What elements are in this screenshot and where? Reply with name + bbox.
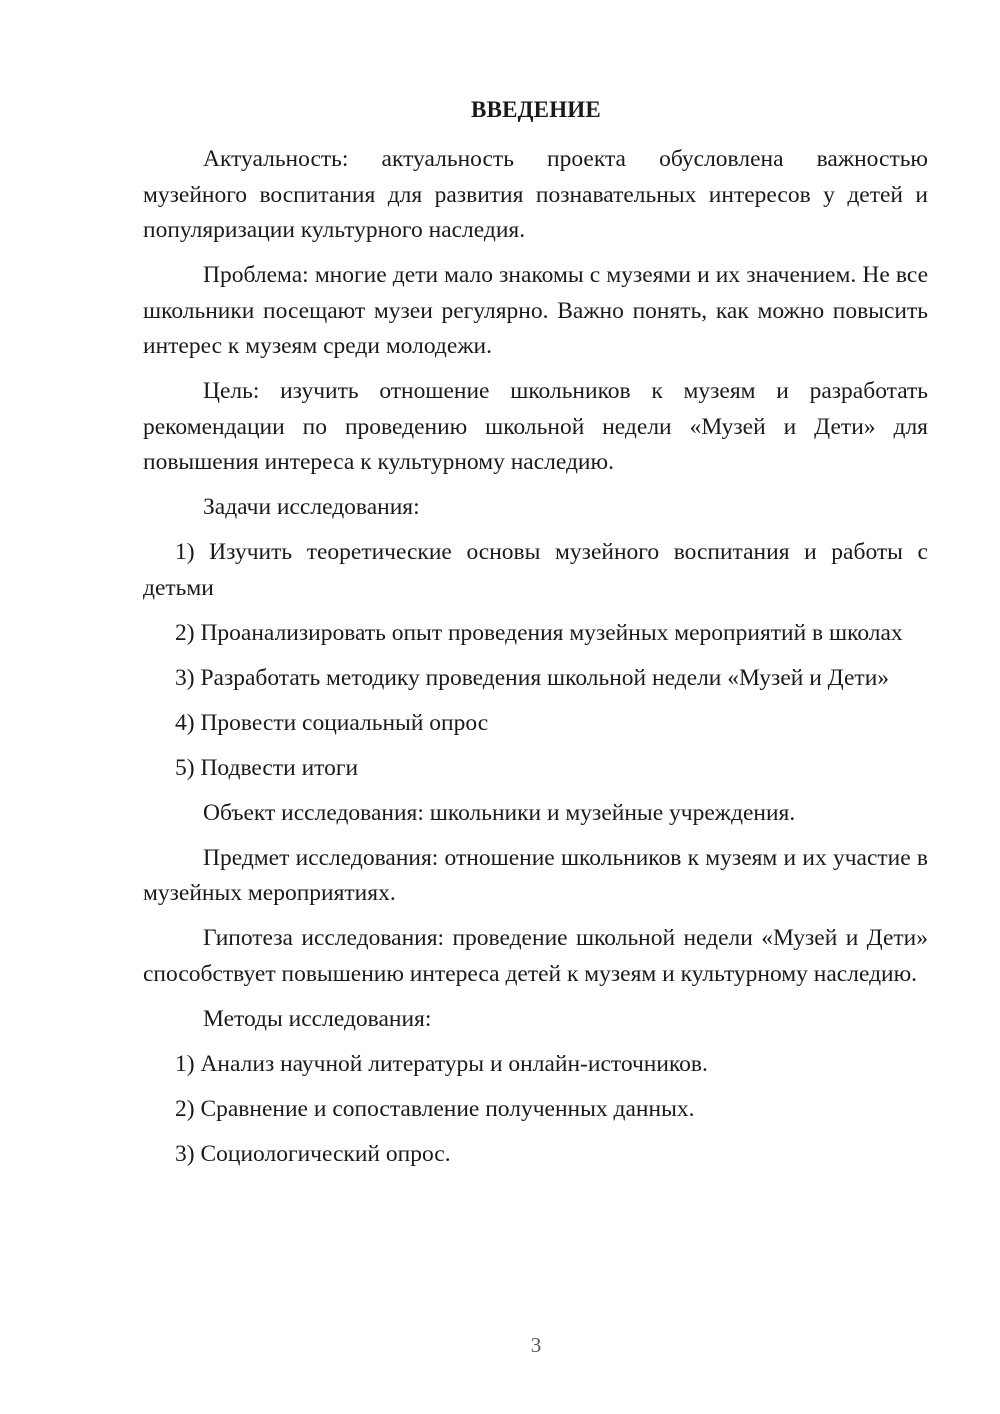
page-number: 3 [530, 1333, 542, 1357]
section-body [143, 142, 928, 1182]
section-title: ВВЕДЕНИЕ [471, 97, 601, 122]
task-item: 2) Проанализировать опыт проведения музейных мероприятий в школах [175, 619, 903, 646]
subject-paragraph: Предмет исследования: отношение школьников к музеям и их участие в музейных мероприятиях. [143, 844, 928, 906]
task-item: 1) Изучить теоретические основы музейного воспитания и работы с детьми [143, 539, 928, 601]
task-item: 5) Подвести итоги [175, 754, 359, 781]
task-item: 3) Разработать методику проведения школьной недели «Музей и Дети» [175, 664, 890, 691]
relevance-paragraph: Актуальность: актуальность проекта обусловлена важностью музейного воспитания для развития познавательных интересов у детей и популяризации культурного наследия. [143, 146, 928, 243]
method-item: 1) Анализ научной литературы и онлайн-источников. [175, 1050, 708, 1077]
goal-paragraph: Цель: изучить отношение школьников к музеям и разработать рекомендации по проведению школьной недели «Музей и Дети» для повышения интереса к культурному наследию. [143, 378, 928, 475]
methods-heading: Методы исследования: [203, 1005, 432, 1032]
task-item: 4) Провести социальный опрос [175, 709, 489, 736]
object-paragraph: Объект исследования: школьники и музейные учреждения. [203, 799, 796, 826]
method-item: 3) Социологический опрос. [175, 1140, 451, 1167]
tasks-heading: Задачи исследования: [203, 494, 420, 520]
hypothesis-paragraph: Гипотеза исследования: проведение школьной недели «Музей и Дети» способствует повышению интереса детей к музеям и культурному наследию. [143, 925, 928, 987]
method-item: 2) Сравнение и сопоставление полученных данных. [175, 1095, 695, 1122]
problem-paragraph: Проблема: многие дети мало знакомы с музеями и их значением. Не все школьники посещают музеи регулярно. Важно понять, как можно повысить интерес к музеям среди молодежи. [143, 262, 928, 359]
